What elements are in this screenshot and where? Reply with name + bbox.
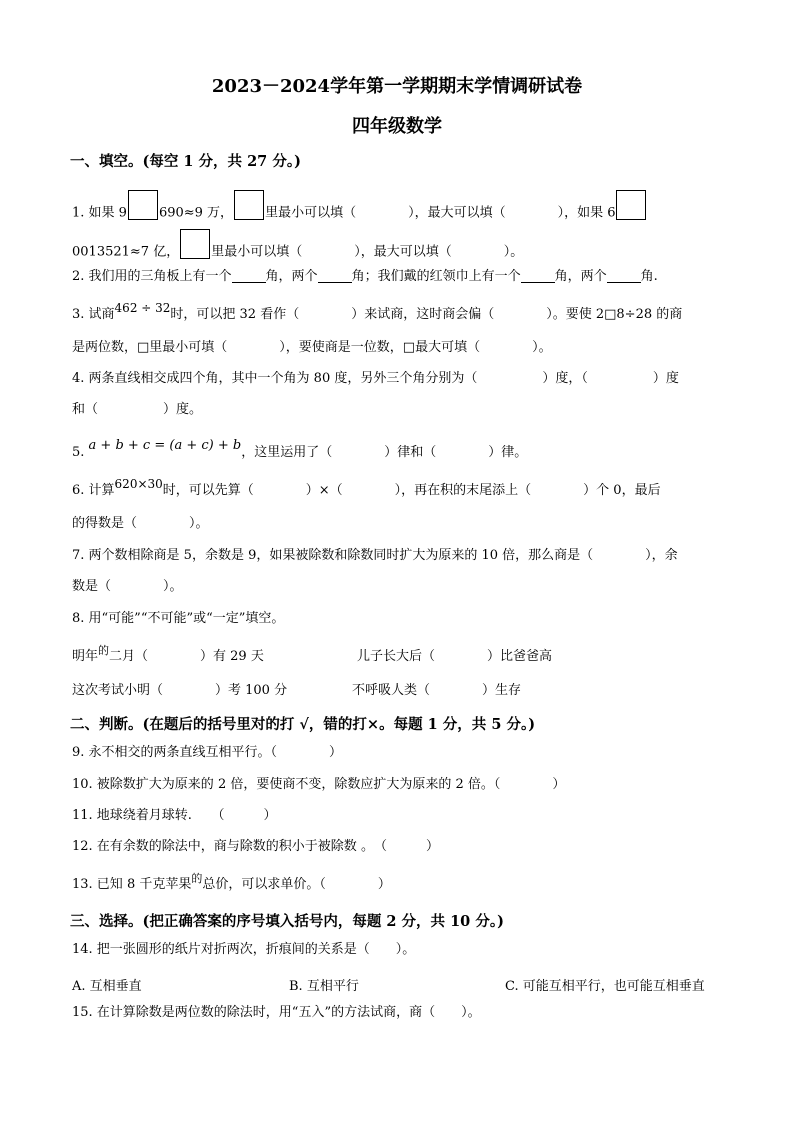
q13-superscript: 的 bbox=[191, 872, 203, 885]
question-1-line-1 bbox=[72, 198, 647, 228]
q8-text: 明年 bbox=[72, 649, 99, 664]
question-8-row-2-right: 不呼吸人类（ ）生存 bbox=[352, 683, 522, 698]
q5-expression: a + b + c = (a + c) + b bbox=[88, 438, 242, 453]
question-3-line-2: 是两位数，□里最小可填（ ），要使商是一位数，□最大可填（ ）。 bbox=[72, 340, 552, 355]
answer-box[interactable] bbox=[128, 190, 158, 220]
q8-superscript: 的 bbox=[98, 644, 110, 657]
section-2-heading: 二、判断。(在题后的括号里对的打 √，错的打×。每题 1 分，共 5 分。) bbox=[70, 716, 536, 733]
answer-blank[interactable] bbox=[318, 270, 352, 283]
q1-text-a: 1. 如果 9 bbox=[72, 205, 127, 221]
q2-text-d: 角，两个 bbox=[554, 269, 607, 284]
question-11: 11. 地球绕着月球转. （ ） bbox=[72, 808, 277, 823]
question-6-line-2: 的得数是（ ）。 bbox=[72, 516, 209, 531]
q2-text-c: 角；我们戴的红领巾上有一个 bbox=[351, 269, 521, 284]
question-8-row-2-left: 这次考试小明（ ）考 100 分 bbox=[72, 683, 288, 698]
q1-text-d: 0013521≈7 亿， bbox=[72, 244, 180, 260]
option-b[interactable]: B. 互相平行 bbox=[289, 979, 359, 994]
q3-text-a: 3. 试商 bbox=[72, 307, 115, 322]
question-3-line-1 bbox=[72, 300, 683, 322]
q8-text: 二月（ ）有 29 天 bbox=[109, 649, 264, 664]
q13-text: 总价，可以求单价。（ ） bbox=[202, 877, 391, 892]
question-4-line-2: 和（ ）度。 bbox=[72, 402, 203, 417]
answer-blank[interactable] bbox=[521, 270, 555, 283]
q3-expression: 462 ÷ 32 bbox=[114, 300, 171, 315]
q3-text-b: 时，可以把 32 看作（ ）来试商，这时商会偏（ ）。要使 2□8÷28 的商 bbox=[170, 307, 683, 322]
question-5 bbox=[72, 438, 528, 460]
q2-text-e: 角. bbox=[640, 269, 658, 284]
question-2 bbox=[72, 270, 658, 283]
option-a[interactable]: A. 互相垂直 bbox=[72, 979, 142, 994]
q1-text-b: 690≈9 万， bbox=[158, 205, 234, 221]
q6-text-a: 6. 计算 bbox=[72, 483, 115, 498]
section-1-heading: 一、填空。(每空 1 分，共 27 分。) bbox=[70, 153, 301, 170]
question-9: 9. 永不相交的两条直线互相平行。（ ） bbox=[72, 745, 343, 760]
q13-text: 13. 已知 8 千克苹果 bbox=[72, 877, 192, 892]
q2-text-b: 角，两个 bbox=[265, 269, 318, 284]
question-4-line-1: 4. 两条直线相交成四个角，其中一个角为 80 度，另外三个角分别为（ ）度，（ ）度 bbox=[72, 371, 679, 386]
q2-text-a: 2. 我们用的三角板上有一个 bbox=[72, 269, 232, 284]
question-10: 10. 被除数扩大为原来的 2 倍，要使商不变，除数应扩大为原来的 2 倍。（ ） bbox=[72, 777, 566, 792]
question-8-row-1-right: 儿子长大后（ ）比爸爸高 bbox=[357, 649, 553, 664]
question-14: 14. 把一张圆形的纸片对折两次，折痕间的关系是（ ）。 bbox=[72, 942, 416, 957]
section-3-heading: 三、选择。(把正确答案的序号填入括号内，每题 2 分，共 10 分。) bbox=[70, 913, 504, 930]
answer-box[interactable] bbox=[180, 229, 210, 259]
question-15: 15. 在计算除数是两位数的除法时，用“五入”的方法试商，商（ ）。 bbox=[72, 1005, 481, 1020]
q5-text-b: ，这里运用了（ ）律和（ ）律。 bbox=[241, 445, 528, 460]
answer-blank[interactable] bbox=[607, 270, 641, 283]
question-8-row-1-left bbox=[72, 644, 264, 664]
question-7-line-1: 7. 两个数相除商是 5，余数是 9，如果被除数和除数同时扩大为原来的 10 倍，那么商是（ ），余 bbox=[72, 548, 678, 563]
answer-blank[interactable] bbox=[232, 270, 266, 283]
q1-text-e: 里最小可以填（ ），最大可以填（ ）。 bbox=[211, 244, 524, 260]
q6-expression: 620×30 bbox=[114, 476, 163, 491]
question-12: 12. 在有余数的除法中，商与除数的积小于被除数 。 （ ） bbox=[72, 839, 439, 854]
question-8-intro: 8. 用“可能”“不可能”或“一定”填空。 bbox=[72, 611, 285, 626]
answer-box[interactable] bbox=[234, 190, 264, 220]
q6-text-b: 时，可以先算（ ）×（ ），再在积的末尾添上（ ）个 0，最后 bbox=[162, 483, 661, 498]
question-13 bbox=[72, 872, 391, 892]
question-7-line-2: 数是（ ）。 bbox=[72, 579, 183, 594]
question-1-line-2 bbox=[72, 237, 523, 267]
question-6-line-1 bbox=[72, 476, 661, 498]
option-c[interactable]: C. 可能互相平行，也可能互相垂直 bbox=[505, 979, 705, 994]
page-subtitle: 四年级数学 bbox=[352, 116, 442, 137]
q5-text-a: 5. bbox=[72, 445, 85, 460]
page-title: 2023－2024学年第一学期期末学情调研试卷 bbox=[211, 76, 583, 97]
q1-text-c: 里最小可以填（ ），最大可以填（ ），如果 6 bbox=[265, 205, 616, 221]
answer-box[interactable] bbox=[616, 190, 646, 220]
